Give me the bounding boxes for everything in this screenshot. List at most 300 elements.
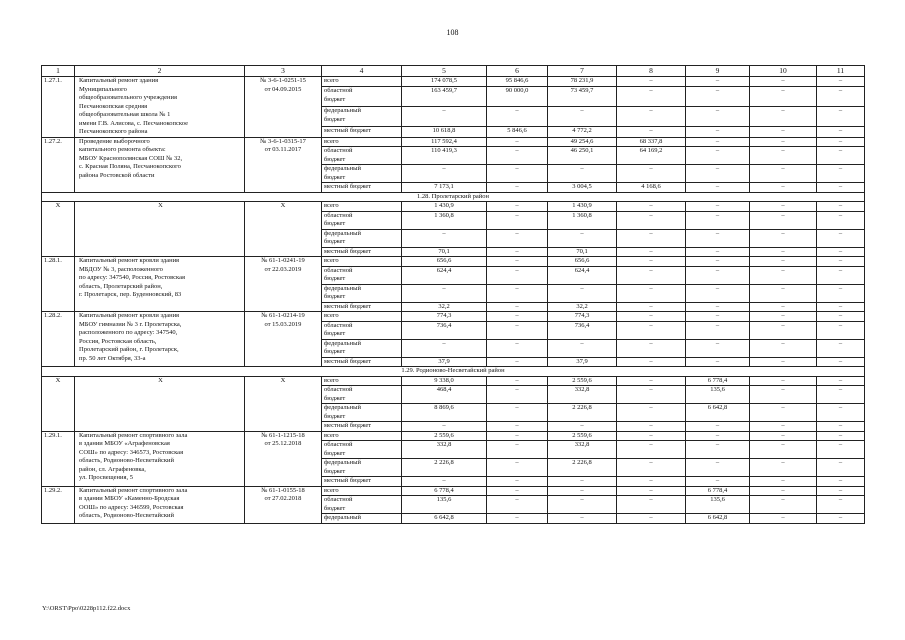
value-col-7: 32,2 [548, 302, 617, 312]
item-title [75, 257, 245, 312]
funding-source-line: областной [324, 87, 353, 95]
item-title-line: Капитальный ремонт спортивного зала [79, 431, 188, 439]
funding-source [322, 266, 402, 284]
funding-source-line: всего [324, 486, 339, 494]
value-col-7: 2 559,6 [548, 376, 617, 386]
value-col-6: – [487, 229, 548, 247]
item-number: 1.28.2. [42, 312, 75, 367]
value-col-10: – [750, 127, 817, 137]
value-col-11: – [817, 229, 865, 247]
funding-source-line: федеральный [324, 339, 361, 347]
value-col-11: – [817, 202, 865, 212]
funding-source-line: федеральный [324, 165, 361, 172]
value-col-7: 2 226,8 [548, 404, 617, 422]
value-col-7: – [548, 339, 617, 357]
value-col-7: 46 250,1 [548, 147, 617, 165]
funding-source-line: всего [324, 312, 339, 319]
value-col-11: – [817, 321, 865, 339]
item-title-line: пр. 50 лет Октября, 33-а [79, 354, 146, 362]
value-col-7: 78 231,9 [548, 77, 617, 87]
value-col-10: – [750, 284, 817, 302]
value-col-10: – [750, 422, 817, 432]
value-col-11: – [817, 165, 865, 183]
funding-source [322, 302, 402, 312]
item-title-line: область, Родионово-Несветайский [79, 512, 175, 519]
value-col-11: – [817, 211, 865, 229]
value-col-9: – [686, 165, 750, 183]
value-col-11: – [817, 302, 865, 312]
value-col-9: – [686, 202, 750, 212]
funding-source-line: областной [324, 386, 353, 393]
approval-code-line: от 22.03.2019 [264, 265, 302, 273]
value-col-8: – [617, 404, 686, 422]
value-col-7: – [548, 486, 617, 496]
value-col-6: – [487, 431, 548, 441]
funding-source-line: бюджет [324, 95, 346, 103]
item-title [75, 486, 245, 523]
funding-source-line: местный бюджет [324, 183, 372, 190]
value-col-7: 1 360,8 [548, 211, 617, 229]
value-col-11: – [817, 486, 865, 496]
value-col-9: 6 642,8 [686, 404, 750, 422]
value-col-9: – [686, 441, 750, 459]
value-col-7: 3 004,5 [548, 183, 617, 193]
item-title-line: район, сл. Аграфеновка, [79, 465, 146, 473]
section-heading-row [42, 192, 865, 202]
column-header-row [42, 66, 865, 77]
value-col-8: – [617, 257, 686, 267]
approval-code-line: № 61-1-1215-18 [261, 431, 305, 439]
value-col-9: – [686, 137, 750, 147]
value-col-5: 174 078,5 [402, 77, 487, 87]
value-col-5: 117 592,4 [402, 137, 487, 147]
value-col-10: – [750, 477, 817, 487]
item-approval-code [245, 486, 322, 523]
item-title-line: область, Пролетарский район, [79, 282, 163, 290]
value-col-5: 736,4 [402, 321, 487, 339]
item-title [75, 431, 245, 486]
funding-source [322, 404, 402, 422]
value-col-8: 4 168,6 [617, 183, 686, 193]
item-title-line: Проведение выборочного [79, 137, 150, 145]
value-col-9: – [686, 477, 750, 487]
section-heading-row [42, 367, 865, 377]
value-col-7: 656,6 [548, 257, 617, 267]
value-col-9: – [686, 257, 750, 267]
value-col-10: – [750, 229, 817, 247]
value-col-7: 70,1 [548, 247, 617, 257]
value-col-11: – [817, 107, 865, 127]
value-col-7: 332,8 [548, 386, 617, 404]
item-title-line: ООШ» по адресу: 346599, Ростовская [79, 503, 184, 511]
value-col-8: – [617, 202, 686, 212]
column-header-5: 5 [402, 66, 487, 77]
item-title-line: Песчанокопского района [79, 128, 148, 135]
value-col-9: 6 642,8 [686, 514, 750, 524]
item-title-line: с. Красная Поляна, Песчанокопского [79, 163, 181, 170]
value-col-11: – [817, 127, 865, 137]
funding-source-line: местный бюджет [324, 422, 372, 429]
value-col-8: – [617, 127, 686, 137]
value-col-5: 468,4 [402, 386, 487, 404]
item-title [75, 137, 245, 192]
funding-source-line: областной [324, 147, 353, 154]
value-col-6: – [487, 514, 548, 524]
value-col-9: – [686, 107, 750, 127]
value-col-10: – [750, 496, 817, 514]
value-col-8: 68 337,8 [617, 137, 686, 147]
item-number: 1.28.1. [42, 257, 75, 312]
value-col-5: 2 226,8 [402, 459, 487, 477]
value-col-5: – [402, 422, 487, 432]
value-col-10: – [750, 339, 817, 357]
value-col-7: 49 254,6 [548, 137, 617, 147]
value-col-7: – [548, 165, 617, 183]
value-col-5: – [402, 165, 487, 183]
funding-source [322, 137, 402, 147]
value-col-5: 1 360,8 [402, 211, 487, 229]
value-col-7: – [548, 107, 617, 127]
value-col-7: 624,4 [548, 266, 617, 284]
value-col-7: 4 772,2 [548, 127, 617, 137]
column-header-6: 6 [487, 66, 548, 77]
value-col-10: – [750, 87, 817, 107]
value-col-7: – [548, 422, 617, 432]
value-col-9: – [686, 183, 750, 193]
value-col-10: – [750, 376, 817, 386]
value-col-6: – [487, 486, 548, 496]
value-col-5: 10 618,8 [402, 127, 487, 137]
value-col-9: – [686, 339, 750, 357]
table-row [42, 312, 865, 322]
funding-source [322, 514, 402, 524]
funding-source [322, 431, 402, 441]
funding-source [322, 477, 402, 487]
column-header-3: 3 [245, 66, 322, 77]
value-col-5: – [402, 339, 487, 357]
funding-source-line: федеральный [324, 229, 361, 237]
funding-source-line: бюджет [324, 173, 346, 181]
value-col-5: 163 459,7 [402, 87, 487, 107]
value-col-6: – [487, 312, 548, 322]
value-col-6: – [487, 459, 548, 477]
budget-table [41, 65, 865, 524]
value-col-7: – [548, 477, 617, 487]
funding-source [322, 321, 402, 339]
value-col-5: 9 338,0 [402, 376, 487, 386]
value-col-8: – [617, 486, 686, 496]
value-col-5: – [402, 477, 487, 487]
value-col-9: – [686, 247, 750, 257]
funding-source [322, 202, 402, 212]
value-col-9: – [686, 284, 750, 302]
item-title-line: в здании МБОУ «Аграфеновская [79, 440, 170, 447]
value-col-6: – [487, 183, 548, 193]
value-col-11: – [817, 404, 865, 422]
funding-source [322, 257, 402, 267]
value-col-7: – [548, 229, 617, 247]
value-col-8: – [617, 312, 686, 322]
value-col-10: – [750, 357, 817, 367]
value-col-5: – [402, 107, 487, 127]
value-col-6: – [487, 386, 548, 404]
value-col-6: – [487, 147, 548, 165]
value-col-5: 332,8 [402, 441, 487, 459]
table-row [42, 202, 865, 212]
item-approval-code [245, 312, 322, 367]
item-title-line: Х [158, 202, 163, 209]
approval-code-line: № 61-1-0155-18 [261, 486, 305, 494]
funding-source-line: бюджет [324, 467, 346, 475]
value-col-6: – [487, 339, 548, 357]
value-col-6: – [487, 202, 548, 212]
funding-source-line: федеральный [324, 459, 361, 466]
value-col-5: 624,4 [402, 266, 487, 284]
funding-source [322, 87, 402, 107]
value-col-11: – [817, 284, 865, 302]
value-col-9: – [686, 211, 750, 229]
value-col-9: – [686, 302, 750, 312]
item-title-line: расположенного по адресу: 347540, [79, 329, 178, 336]
funding-source [322, 486, 402, 496]
value-col-10: – [750, 302, 817, 312]
value-col-10: – [750, 183, 817, 193]
value-col-8: – [617, 165, 686, 183]
value-col-11: – [817, 459, 865, 477]
value-col-6: – [487, 404, 548, 422]
value-col-9: 6 778,4 [686, 486, 750, 496]
funding-source-line: всего [324, 77, 339, 84]
funding-source-line: бюджет [324, 275, 346, 282]
value-col-11: – [817, 87, 865, 107]
approval-code-line: № 61-1-0214-19 [261, 312, 305, 319]
funding-source-line: местный бюджет [324, 477, 372, 484]
value-col-11: – [817, 312, 865, 322]
item-title-line: имени Г.В. Алисова, с. Песчанокопское [79, 119, 188, 127]
value-col-9: – [686, 321, 750, 339]
funding-source [322, 422, 402, 432]
funding-source-line: местный бюджет [324, 302, 372, 310]
value-col-9: – [686, 431, 750, 441]
value-col-8: – [617, 477, 686, 487]
funding-source-line: бюджет [324, 155, 346, 163]
item-title-line: района Ростовской области [79, 171, 155, 179]
funding-source-line: федеральный [324, 404, 361, 411]
value-col-10: – [750, 404, 817, 422]
value-col-8: – [617, 302, 686, 312]
value-col-10: – [750, 459, 817, 477]
value-col-11: – [817, 266, 865, 284]
value-col-8: – [617, 211, 686, 229]
value-col-6: – [487, 441, 548, 459]
funding-source [322, 339, 402, 357]
item-approval-code [245, 257, 322, 312]
value-col-8: 64 169,2 [617, 147, 686, 165]
value-col-10: – [750, 441, 817, 459]
value-col-9: – [686, 459, 750, 477]
item-title [75, 77, 245, 138]
value-col-7: – [548, 496, 617, 514]
value-col-11: – [817, 386, 865, 404]
approval-code-line: от 15.03.2019 [264, 320, 302, 328]
value-col-6: – [487, 165, 548, 183]
value-col-6: – [487, 321, 548, 339]
value-col-6: 95 846,6 [487, 77, 548, 87]
value-col-7: 73 459,7 [548, 87, 617, 107]
item-title-line: Капитальный ремонт кровли здания [79, 312, 180, 319]
section-heading: 1.28. Пролетарский район [42, 192, 865, 202]
value-col-11: – [817, 357, 865, 367]
funding-source [322, 376, 402, 386]
funding-source-line: областной [324, 266, 353, 274]
value-col-9: – [686, 229, 750, 247]
value-col-7: – [548, 514, 617, 524]
funding-source [322, 107, 402, 127]
value-col-11: – [817, 137, 865, 147]
table-row [42, 77, 865, 87]
value-col-9: 6 778,4 [686, 376, 750, 386]
funding-source-line: бюджет [324, 412, 346, 420]
value-col-9: – [686, 87, 750, 107]
value-col-11: – [817, 183, 865, 193]
value-col-11: – [817, 422, 865, 432]
value-col-8: – [617, 229, 686, 247]
item-approval-code [245, 431, 322, 486]
funding-source-line: всего [324, 137, 339, 145]
value-col-6: – [487, 266, 548, 284]
funding-source [322, 284, 402, 302]
value-col-6: 90 000,0 [487, 87, 548, 107]
funding-source-line: областной [324, 441, 353, 448]
value-col-10: – [750, 202, 817, 212]
value-col-9: – [686, 147, 750, 165]
value-col-9: – [686, 266, 750, 284]
value-col-8: – [617, 431, 686, 441]
funding-source [322, 165, 402, 183]
value-col-6: – [487, 107, 548, 127]
item-title-line: СОШ» по адресу: 346573, Ростовская [79, 448, 184, 456]
item-title [75, 312, 245, 367]
value-col-10: – [750, 107, 817, 127]
item-title-line: Муниципального [79, 85, 127, 93]
column-header-11: 11 [817, 66, 865, 77]
item-approval-code [245, 137, 322, 192]
value-col-8: – [617, 339, 686, 357]
funding-source [322, 441, 402, 459]
value-col-8: – [617, 266, 686, 284]
value-col-7: 736,4 [548, 321, 617, 339]
funding-source [322, 147, 402, 165]
value-col-6: – [487, 376, 548, 386]
funding-source-line: областной [324, 321, 353, 329]
value-col-8: – [617, 376, 686, 386]
funding-source-line: всего [324, 376, 339, 384]
item-title-line: Капитальный ремонт спортивного зала [79, 486, 188, 494]
value-col-6: – [487, 257, 548, 267]
funding-source [322, 77, 402, 87]
funding-source-line: бюджет [324, 504, 346, 512]
table-row [42, 137, 865, 147]
value-col-11: – [817, 77, 865, 87]
value-col-5: 70,1 [402, 247, 487, 257]
value-col-9: 135,6 [686, 386, 750, 404]
funding-source-line: местный бюджет [324, 357, 372, 365]
item-number: 1.27.2. [42, 137, 75, 192]
value-col-6: – [487, 247, 548, 257]
value-col-7: 1 430,9 [548, 202, 617, 212]
value-col-6: – [487, 137, 548, 147]
funding-source-line: бюджет [324, 348, 346, 355]
value-col-10: – [750, 165, 817, 183]
funding-source [322, 386, 402, 404]
value-col-5: 8 869,6 [402, 404, 487, 422]
item-title-line: общеобразовательная школа № 1 [79, 111, 171, 118]
value-col-10: – [750, 431, 817, 441]
value-col-11: – [817, 257, 865, 267]
funding-source-line: бюджет [324, 238, 346, 245]
funding-source [322, 127, 402, 137]
value-col-10: – [750, 514, 817, 524]
approval-code-line: от 27.02.2018 [264, 495, 302, 502]
value-col-11: – [817, 514, 865, 524]
value-col-6: – [487, 302, 548, 312]
value-col-8: – [617, 107, 686, 127]
value-col-6: – [487, 357, 548, 367]
value-col-5: 656,6 [402, 257, 487, 267]
approval-code-line: Х [280, 202, 286, 209]
column-header-10: 10 [750, 66, 817, 77]
funding-source [322, 247, 402, 257]
value-col-11: – [817, 376, 865, 386]
value-col-11: – [817, 339, 865, 357]
value-col-6: – [487, 422, 548, 432]
value-col-9: – [686, 422, 750, 432]
item-title [75, 376, 245, 431]
value-col-10: – [750, 211, 817, 229]
item-approval-code [245, 376, 322, 431]
value-col-8: – [617, 87, 686, 107]
value-col-5: 7 173,1 [402, 183, 487, 193]
value-col-8: – [617, 321, 686, 339]
funding-source-line: федеральный [324, 514, 361, 521]
value-col-5: 2 559,6 [402, 431, 487, 441]
value-col-7: 332,8 [548, 441, 617, 459]
value-col-9: 135,6 [686, 496, 750, 514]
column-header-4: 4 [322, 66, 402, 77]
value-col-11: – [817, 431, 865, 441]
item-title-line: по адресу: 347540, Россия, Ростовская [79, 274, 185, 281]
item-title-line: Песчанокопская средняя [79, 102, 148, 110]
section-heading: 1.29. Родионово-Несветайский район [42, 367, 865, 377]
page-number: 108 [446, 28, 459, 37]
value-col-10: – [750, 257, 817, 267]
value-col-8: – [617, 459, 686, 477]
value-col-5: 1 430,9 [402, 202, 487, 212]
item-title-line: ул. Просвещения, 5 [79, 474, 133, 481]
funding-source [322, 183, 402, 193]
column-header-8: 8 [617, 66, 686, 77]
value-col-9: – [686, 312, 750, 322]
value-col-8: – [617, 441, 686, 459]
footer-file-path: Y:\ORST\Ppo\0228p112.f22.docx [42, 605, 131, 612]
value-col-6: – [487, 211, 548, 229]
value-col-5: 135,6 [402, 496, 487, 514]
item-title-line: область, Родионово-Несветайский [79, 457, 175, 464]
approval-code-line: № 61-1-0241-19 [261, 257, 305, 264]
value-col-11: – [817, 147, 865, 165]
funding-source [322, 312, 402, 322]
item-title-line: Капитальный ремонт здания [79, 77, 159, 84]
